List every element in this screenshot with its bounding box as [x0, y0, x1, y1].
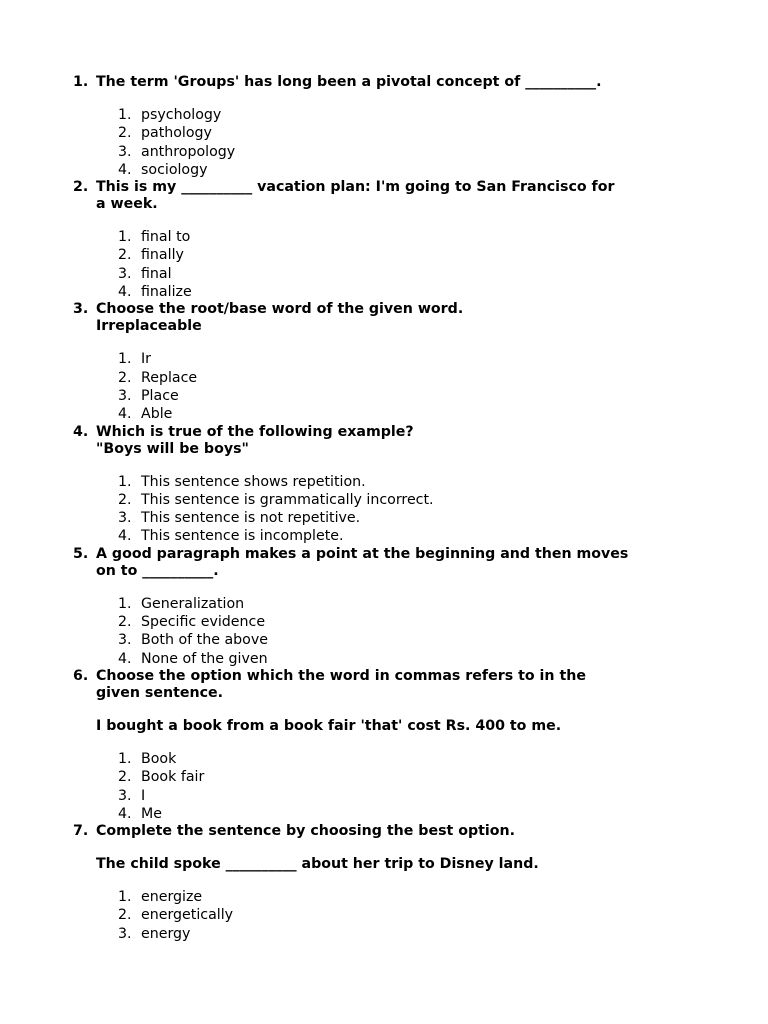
option-item	[96, 228, 768, 246]
option-text: Me	[141, 805, 162, 822]
option-text: Book fair	[141, 769, 205, 786]
option-number: 1.	[118, 889, 132, 906]
question-text-line: A good paragraph makes a point at the beginning and then moves	[96, 545, 629, 562]
option-number: 3.	[118, 787, 132, 804]
option-item	[96, 527, 768, 545]
option-item	[96, 888, 768, 906]
question-text-line: Irreplaceable	[96, 318, 202, 335]
question-6	[0, 668, 768, 823]
option-text: This sentence is grammatically incorrect.	[141, 491, 434, 508]
option-item	[96, 405, 768, 423]
option-text: anthropology	[141, 143, 236, 160]
question-number: 4.	[73, 423, 89, 440]
question-number: 6.	[73, 667, 89, 684]
option-list	[96, 473, 768, 546]
option-item	[96, 768, 768, 786]
option-text: Generalization	[141, 595, 245, 612]
option-list	[96, 888, 768, 943]
option-text: finalize	[141, 284, 192, 301]
option-list	[96, 350, 768, 423]
option-list	[96, 750, 768, 823]
option-item	[96, 787, 768, 805]
question-1	[0, 74, 768, 179]
option-number: 1.	[118, 107, 132, 123]
option-item	[96, 595, 768, 613]
option-item	[96, 124, 768, 142]
question-text-line: Complete the sentence by choosing the best option.	[96, 823, 516, 840]
option-number: 2.	[118, 369, 132, 386]
option-item	[96, 750, 768, 768]
option-text: Book	[141, 750, 177, 767]
option-text: psychology	[141, 107, 222, 123]
option-item	[96, 509, 768, 527]
option-item	[96, 265, 768, 283]
question-4	[0, 424, 768, 546]
option-text: None of the given	[141, 650, 268, 667]
question-number: 2.	[73, 179, 89, 196]
option-text: energize	[141, 889, 203, 906]
option-text: final to	[141, 229, 191, 246]
option-list	[96, 228, 768, 301]
option-text: This sentence is incomplete.	[141, 528, 344, 545]
question-example-sentence: I bought a book from a book fair 'that' cost Rs. 400 to me.	[96, 717, 562, 734]
option-item	[96, 805, 768, 823]
option-number: 4.	[118, 805, 132, 822]
question-text-line: on to __________.	[96, 562, 219, 579]
option-item	[96, 473, 768, 491]
option-text: This sentence is not repetitive.	[141, 510, 361, 527]
option-text: final	[141, 265, 172, 282]
option-number: 4.	[118, 528, 132, 545]
option-item	[96, 387, 768, 405]
option-item	[96, 369, 768, 387]
option-item	[96, 650, 768, 668]
option-item	[96, 143, 768, 161]
option-text: Both of the above	[141, 632, 268, 649]
option-item	[96, 161, 768, 179]
question-3	[0, 301, 768, 423]
option-item	[96, 106, 768, 124]
option-number: 3.	[118, 265, 132, 282]
option-number: 2.	[118, 769, 132, 786]
option-number: 3.	[118, 925, 132, 942]
question-text-line: This is my __________ vacation plan: I'm going to San Francisco for	[96, 179, 615, 196]
option-number: 2.	[118, 907, 132, 924]
question-5	[0, 546, 768, 668]
option-text: Able	[141, 406, 173, 423]
option-number: 1.	[118, 750, 132, 767]
question-text-line: The term 'Groups' has long been a pivotal concept of __________.	[96, 74, 602, 90]
option-number: 3.	[118, 143, 132, 160]
option-number: 3.	[118, 510, 132, 527]
option-number: 4.	[118, 650, 132, 667]
option-item	[96, 350, 768, 368]
option-text: energetically	[141, 907, 234, 924]
option-number: 4.	[118, 284, 132, 301]
option-number: 1.	[118, 595, 132, 612]
option-list	[96, 595, 768, 668]
question-text-line: a week.	[96, 196, 158, 213]
option-text: Replace	[141, 369, 198, 386]
option-number: 1.	[118, 351, 132, 368]
option-text: This sentence shows repetition.	[141, 473, 366, 490]
option-number: 2.	[118, 247, 132, 264]
option-text: Specific evidence	[141, 614, 266, 631]
question-text-line: Choose the option which the word in commas refers to in the	[96, 667, 586, 684]
option-text: I	[141, 787, 146, 804]
option-number: 2.	[118, 614, 132, 631]
option-text: Ir	[141, 351, 152, 368]
option-item	[96, 631, 768, 649]
option-number: 1.	[118, 473, 132, 490]
question-text-line: "Boys will be boys"	[96, 440, 249, 457]
option-text: pathology	[141, 125, 212, 142]
quiz-document	[0, 74, 768, 943]
option-text: finally	[141, 247, 184, 264]
question-text-line: Which is true of the following example?	[96, 423, 414, 440]
option-list	[96, 106, 768, 179]
question-7	[0, 823, 768, 943]
option-item	[96, 613, 768, 631]
option-number: 3.	[118, 632, 132, 649]
question-number: 5.	[73, 545, 89, 562]
option-item	[96, 283, 768, 301]
option-number: 4.	[118, 161, 132, 178]
option-item	[96, 246, 768, 264]
option-text: sociology	[141, 161, 208, 178]
option-number: 4.	[118, 406, 132, 423]
option-item	[96, 925, 768, 943]
option-text: energy	[141, 925, 191, 942]
question-example-sentence: The child spoke __________ about her trip to Disney land.	[96, 856, 539, 873]
question-text-line: given sentence.	[96, 684, 224, 701]
question-number: 3.	[73, 301, 89, 318]
option-number: 1.	[118, 229, 132, 246]
option-number: 2.	[118, 491, 132, 508]
option-text: Place	[141, 387, 179, 404]
option-number: 2.	[118, 125, 132, 142]
option-item	[96, 491, 768, 509]
question-number: 7.	[73, 823, 89, 840]
question-text-line: Choose the root/base word of the given word.	[96, 301, 464, 318]
question-2	[0, 179, 768, 301]
question-number: 1.	[73, 74, 89, 90]
option-number: 3.	[118, 387, 132, 404]
option-item	[96, 906, 768, 924]
